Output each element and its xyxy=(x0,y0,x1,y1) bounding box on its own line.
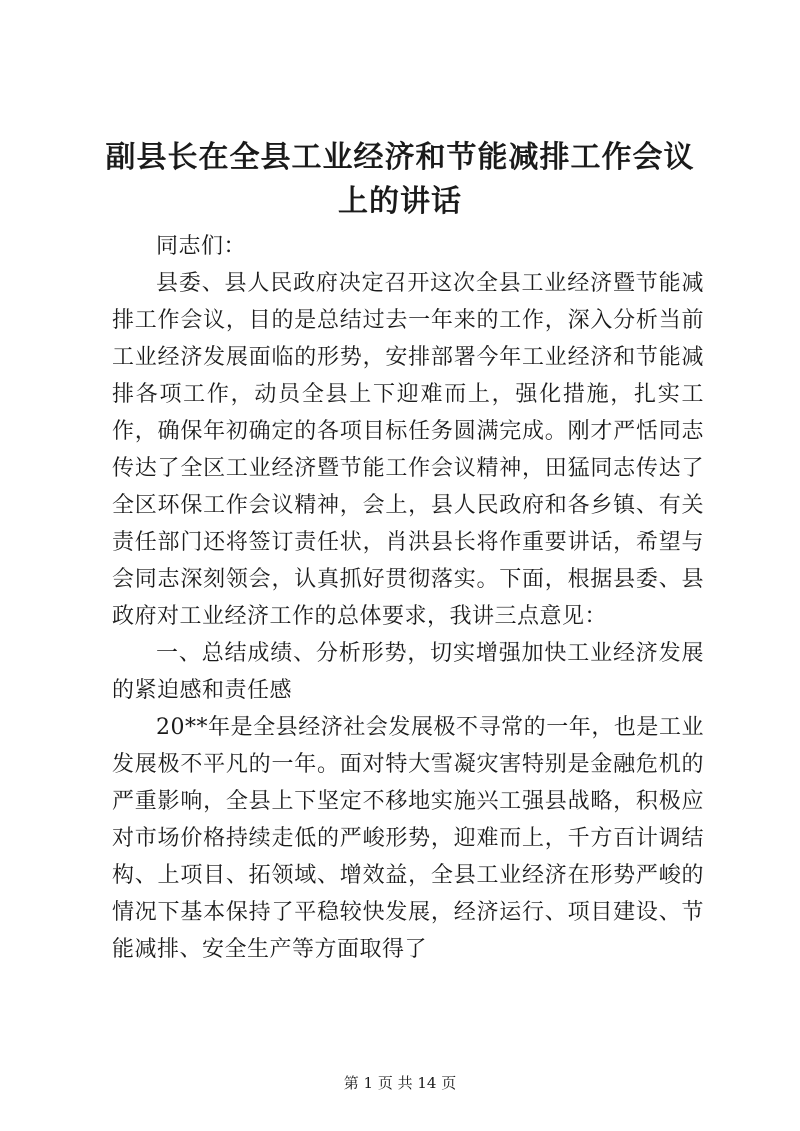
document-body xyxy=(112,228,704,968)
intro-paragraph: 县委、县人民政府决定召开这次全县工业经济暨节能减排工作会议，目的是总结过去一年来的工作，深入分析当前工业经济发展面临的形势，安排部署今年工业经济和节能减排各项工作，动员全县上下迎难而上，强化措施，扎实工作，确保年初确定的各项目标任务圆满完成。刚才严恬同志传达了全区工业经济暨节能工作会议精神，田猛同志传达了全区环保工作会议精神，会上，县人民政府和各乡镇、有关责任部门还将签订责任状，肖洪县长将作重要讲话，希望与会同志深刻领会，认真抓好贯彻落实。下面，根据县委、县政府对工业经济工作的总体要求，我讲三点意见： xyxy=(112,271,704,629)
section-heading-1: 一、总结成绩、分析形势，切实增强加快工业经济发展的紧迫感和责任感 xyxy=(112,641,704,703)
document-title: 副县长在全县工业经济和节能减排工作会议上的讲话 xyxy=(105,140,695,219)
section-1-paragraph: 20**年是全县经济社会发展极不寻常的一年，也是工业发展极不平凡的一年。面对特大雪凝灾害特别是金融危机的严重影响，全县上下坚定不移地实施兴工强县战略，积极应对市场价格持续走低的严峻形势，迎难而上，千方百计调结构、上项目、拓领域、增效益，全县工业经济在形势严峻的情况下基本保持了平稳较快发展，经济运行、项目建设、节能减排、安全生产等方面取得了 xyxy=(112,715,704,962)
salutation-paragraph: 同志们： xyxy=(156,234,247,259)
page-number-footer: 第 1 页 共 14 页 xyxy=(343,1074,457,1092)
